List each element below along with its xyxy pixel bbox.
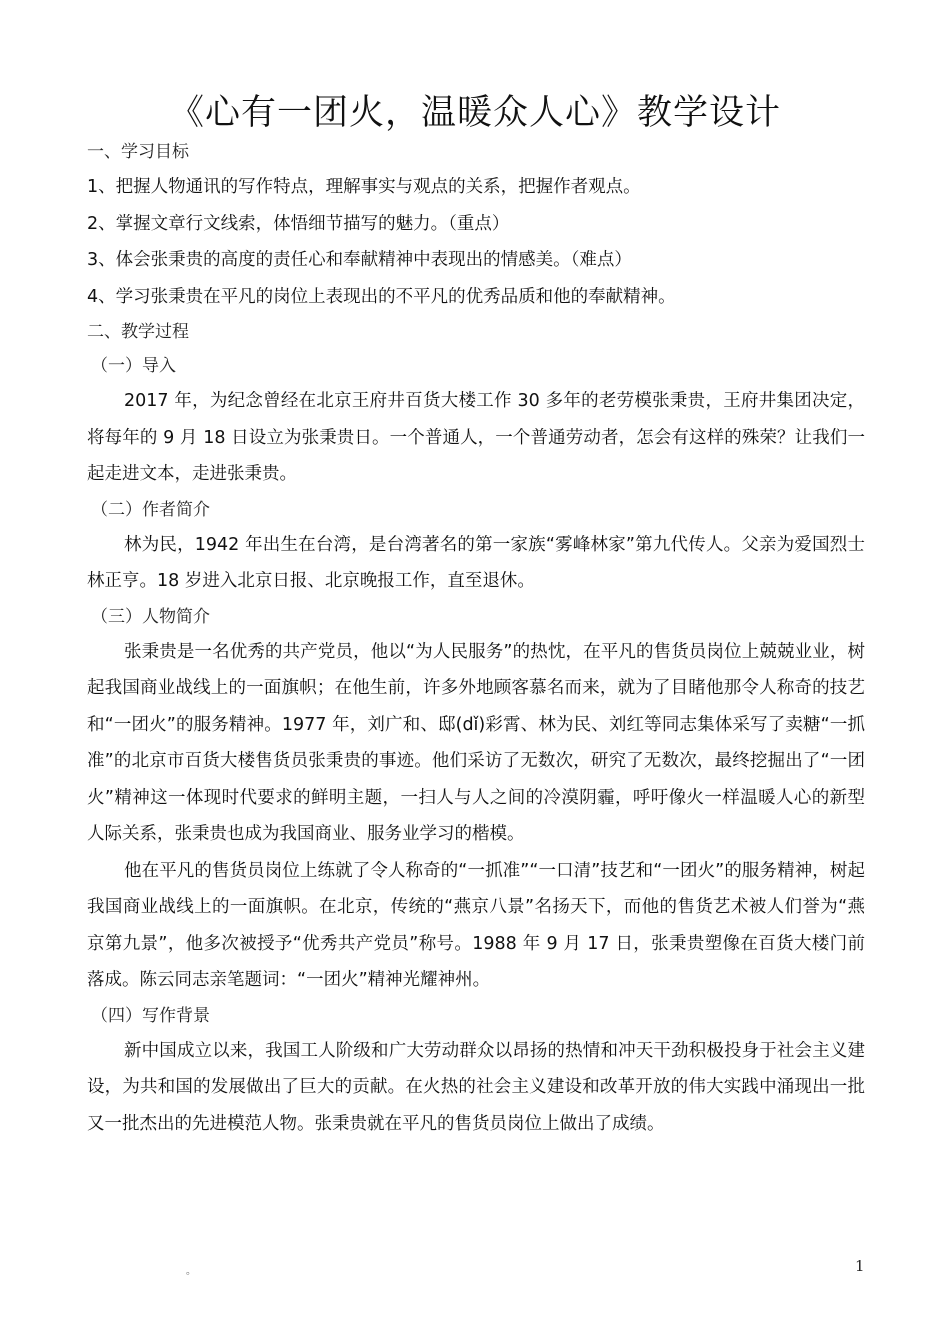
goal-item-1: 1、把握人物通讯的写作特点，理解事实与观点的关系，把握作者观点。 [87, 177, 641, 197]
goal-item-4: 4、学习张秉贵在平凡的岗位上表现出的不平凡的优秀品质和他的奉献精神。 [87, 286, 676, 307]
author-paragraph: 林为民，1942 年出生在台湾，是台湾著名的第一家族“雾峰林家”第九代传人。父亲为爱国烈士林正亨。18 岁进入北京日报、北京晚报工作，直至退休。 [87, 534, 865, 591]
subsection-heading-author: （二）作者简介 [91, 499, 210, 520]
document-body [87, 135, 865, 1142]
document-title: 《心有一团火，温暖众人心》教学设计 [168, 93, 781, 133]
person-paragraph-1: 张秉贵是一名优秀的共产党员，他以“为人民服务”的热忱，在平凡的售货员岗位上兢兢业业，树起我国商业战线上的一面旗帜；在他生前，许多外地顾客慕名而来，就为了目睹他那令人称奇的技艺和“一团火”的服务精神。1977 年，刘广和、邸(dǐ)彩霄、林为民、刘红等同志集体采写了卖糖“一抓准”的北京市百货大楼售货员张秉贵的事迹。他们采访了无数次，研究了无数次，最终挖掘出了“一团火”精神这一体现时代要求的鲜明主题，一扫人与人之间的冷漠阴霾，呼吁像火一样温暖人心的新型人际关系，张秉贵也成为我国商业、服务业学习的楷模。 [87, 641, 865, 844]
background-paragraph: 新中国成立以来，我国工人阶级和广大劳动群众以昂扬的热情和冲天干劲积极投身于社会主义建设，为共和国的发展做出了巨大的贡献。在火热的社会主义建设和改革开放的伟大实践中涌现出一批又一批杰出的先进模范人物。张秉贵就在平凡的售货员岗位上做出了成绩。 [87, 1040, 865, 1134]
section-heading-process: 二、教学过程 [87, 322, 189, 342]
subsection-heading-background: （四）写作背景 [91, 1005, 210, 1026]
footer-mark: 。 [186, 1266, 196, 1277]
person-paragraph-2: 他在平凡的售货员岗位上练就了令人称奇的“一抓准”“一口清”技艺和“一团火”的服务精神，树起我国商业战线上的一面旗帜。在北京，传统的“燕京八景”名扬天下，而他的售货艺术被人们誉为“燕京第九景”，他多次被授予“优秀共产党员”称号。1988 年 9 月 17 日，张秉贵塑像在百货大楼门前落成。陈云同志亲笔题词：“一团火”精神光耀神州。 [87, 860, 865, 990]
section-heading-goals: 一、学习目标 [87, 142, 189, 162]
goal-item-3: 3、体会张秉贵的高度的责任心和奉献精神中表现出的情感美。（难点） [87, 250, 632, 270]
goal-item-2: 2、掌握文章行文线索，体悟细节描写的魅力。（重点） [87, 213, 510, 234]
subsection-heading-person: （三）人物简介 [91, 606, 210, 627]
intro-paragraph: 2017 年，为纪念曾经在北京王府井百货大楼工作 30 多年的老劳模张秉贵，王府井集团决定，将每年的 9 月 18 日设立为张秉贵日。一个普通人，一个普通劳动者，怎会有这样的殊荣？让我们一起走进文本，走进张秉贵。 [87, 391, 865, 484]
subsection-heading-intro: （一）导入 [91, 356, 176, 376]
page-number: 1 [855, 1257, 865, 1275]
